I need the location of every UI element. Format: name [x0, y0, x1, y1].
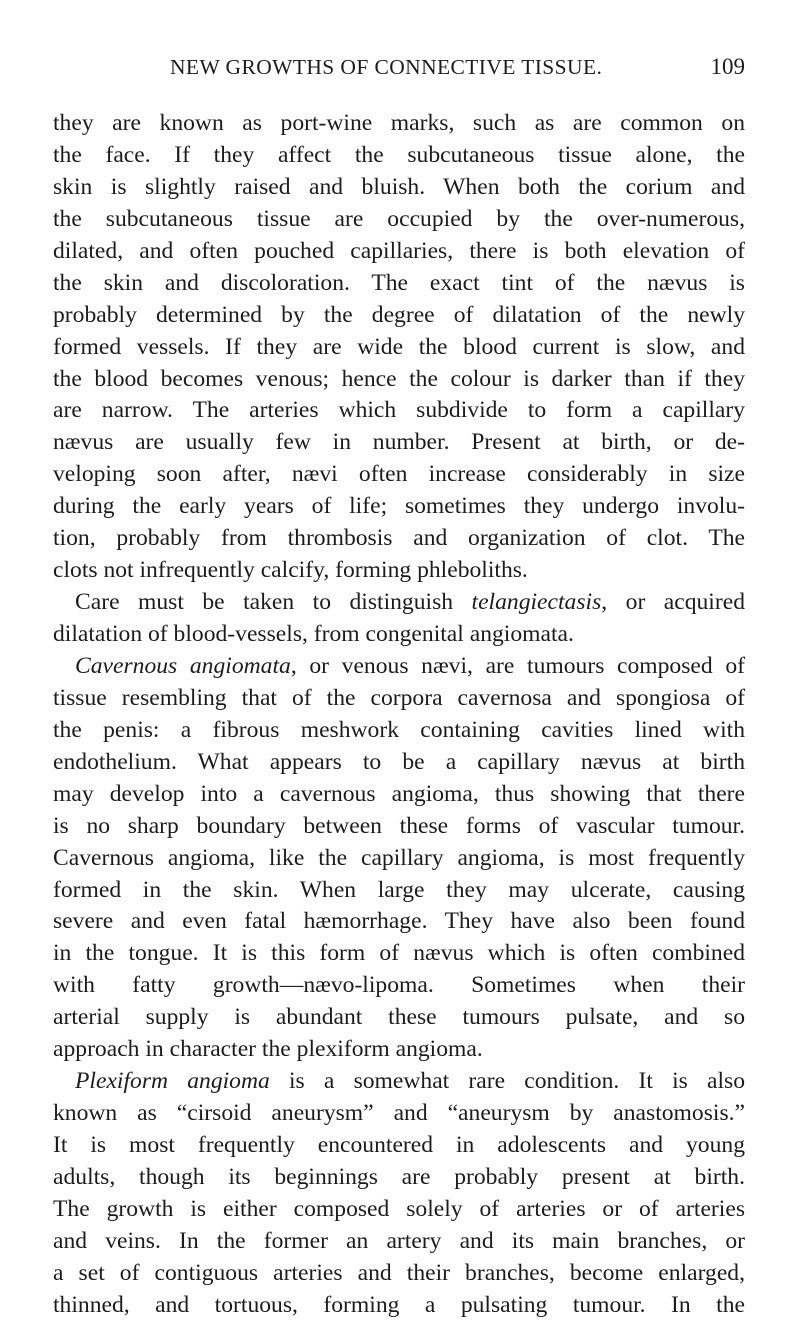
- text-line: adults, though its beginnings are probably present at birth.: [53, 1163, 745, 1190]
- text-line: tion, probably from thrombosis and organization of clot. The: [53, 525, 745, 552]
- text-line: the skin and discoloration. The exact tint of the nævus is: [53, 269, 745, 296]
- text-line: a set of contiguous arteries and their branches, become enlarged,: [53, 1259, 745, 1286]
- paragraph-port-wine-marks: [53, 108, 745, 587]
- text-line: endothelium. What appears to be a capillary nævus at birth: [53, 748, 745, 775]
- running-head: [53, 54, 745, 108]
- text-line: the subcutaneous tissue are occupied by the over-numerous,: [53, 205, 745, 232]
- text-line: Cavernous angioma, like the capillary angioma, is most frequently: [53, 844, 745, 871]
- text-fragment: is a somewhat rare condition. It is also: [269, 1068, 745, 1095]
- italic-term-telangiectasis: telangiectasis: [471, 589, 602, 616]
- text-line: arterial supply is abundant these tumours pulsate, and so: [53, 1004, 745, 1031]
- text-fragment: , or acquired: [601, 589, 745, 616]
- text-line: severe and even fatal hæmorrhage. They have also been found: [53, 908, 745, 935]
- text-line: the face. If they affect the subcutaneous tissue alone, the: [53, 141, 745, 168]
- text-line: are narrow. The arteries which subdivide to form a capillary: [53, 397, 745, 424]
- text-line: the blood becomes venous; hence the colour is darker than if they: [53, 365, 745, 392]
- text-line: nævus are usually few in number. Present at birth, or de-: [53, 429, 745, 456]
- text-line: and veins. In the former an artery and its main branches, or: [53, 1227, 745, 1254]
- text-line: is no sharp boundary between these forms of vascular tumour.: [53, 812, 745, 839]
- text-line-with-italic: [53, 587, 745, 619]
- text-line: known as “cirsoid aneurysm” and “aneurysm by anastomosis.”: [53, 1100, 745, 1127]
- text-line: in the tongue. It is this form of nævus which is often combined: [53, 940, 745, 967]
- text-fragment: Care must be taken to distinguish: [75, 589, 472, 616]
- italic-term-cavernous: Cavernous angiomata: [75, 652, 291, 679]
- text-line-with-italic: [53, 1066, 745, 1098]
- text-line: The growth is either composed solely of arteries or of arteries: [53, 1195, 745, 1222]
- text-fragment: , or venous nævi, are tumours composed of: [290, 652, 745, 679]
- text-line: dilated, and often pouched capillaries, there is both elevation of: [53, 237, 745, 264]
- text-line: veloping soon after, nævi often increase considerably in size: [53, 461, 745, 488]
- paragraph-telangiectasis: [53, 587, 745, 651]
- text-line: the penis: a fibrous meshwork containing cavities lined with: [53, 716, 745, 743]
- italic-term-plexiform: Plexiform angioma: [75, 1068, 270, 1095]
- text-line: skin is slightly raised and bluish. When both the corium and: [53, 173, 745, 200]
- text-line: with fatty growth—nævo-lipoma. Sometimes when their: [53, 972, 745, 999]
- text-line: dilatation of blood-vessels, from congenital angiomata.: [53, 621, 574, 647]
- text-line: formed in the skin. When large they may ulcerate, causing: [53, 876, 745, 903]
- text-line: clots not infrequently calcify, forming phleboliths.: [53, 557, 528, 584]
- text-line: during the early years of life; sometimes they undergo involu-: [53, 493, 745, 520]
- text-line: tissue resembling that of the corpora cavernosa and spongiosa of: [53, 684, 745, 711]
- paragraph-plexiform-angioma: [53, 1066, 745, 1322]
- text-line: formed vessels. If they are wide the blood current is slow, and: [53, 333, 745, 360]
- text-line: approach in character the plexiform angioma.: [53, 1036, 483, 1063]
- text-line: thinned, and tortuous, forming a pulsating tumour. In the: [53, 1291, 745, 1318]
- running-title: NEW GROWTHS OF CONNECTIVE TISSUE.: [170, 55, 603, 79]
- text-line: may develop into a cavernous angioma, thus showing that there: [53, 780, 745, 807]
- paragraph-cavernous-angiomata: [53, 651, 745, 1066]
- text-line: they are known as port-wine marks, such as are common on: [53, 110, 745, 136]
- text-line: It is most frequently encountered in adolescents and young: [53, 1132, 745, 1158]
- text-line-with-italic: [53, 651, 745, 683]
- body-text: [53, 108, 745, 1322]
- text-line: probably determined by the degree of dilatation of the newly: [53, 301, 745, 328]
- page-number: 109: [710, 54, 745, 79]
